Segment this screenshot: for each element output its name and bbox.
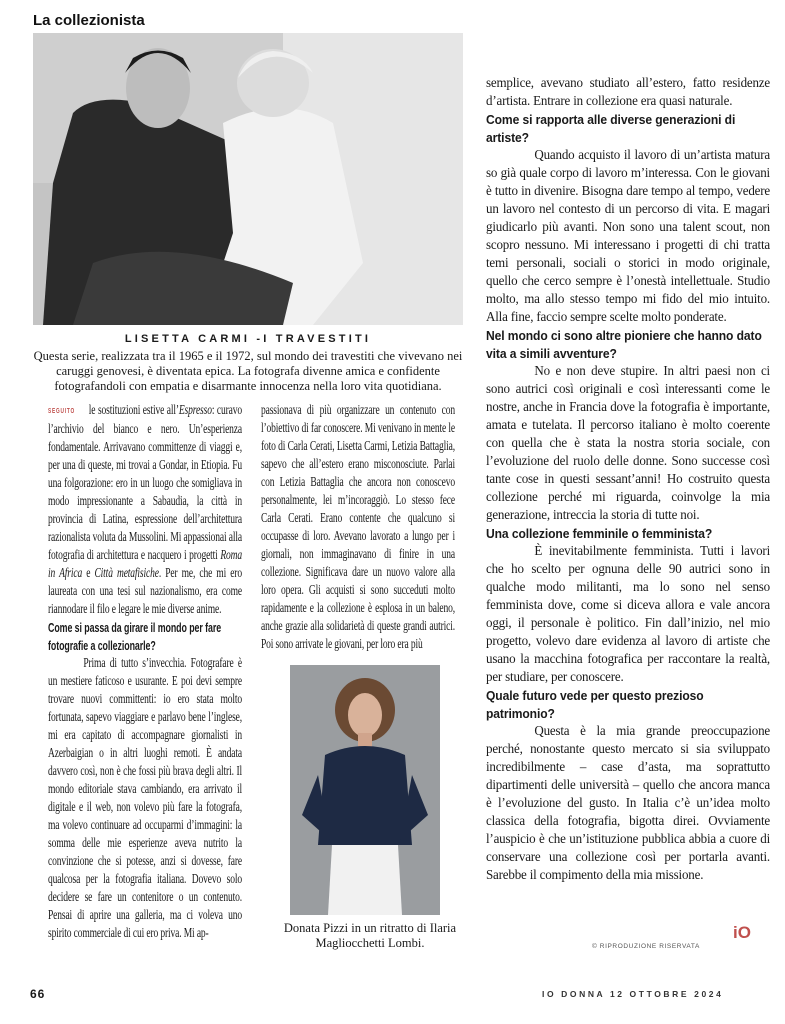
- copyright-notice: © RIPRODUZIONE RISERVATA: [592, 943, 700, 950]
- continued-label: SEGUITO: [48, 408, 76, 415]
- interview-answer: È inevitabilmente femminista. Tutti i lavori che ho scelto per ognuna delle 90 autrici sono in qualche modo militanti, ma lo sono nel senso femminista dove, come si diceva allora e vale ancora oggi, il personale è politico. Fin dall’inizio, nel mio progetto, volevo dare evidenza al lavoro di artiste che usano la macchina fotografica per raccontare la realtà, per studiare, per conoscere.: [486, 544, 770, 685]
- publication-name: Espresso: [178, 403, 212, 418]
- project-title: Città metafisiche: [94, 566, 159, 581]
- portrait-caption: Donata Pizzi in un ritratto di Ilaria Magliocchetti Lombi.: [283, 921, 457, 950]
- section-title: La collezionista: [33, 12, 145, 29]
- photo-caption: [30, 332, 466, 396]
- interview-question: Quale futuro vede per questo prezioso patrimonio?: [486, 688, 704, 721]
- photo-illustration: [33, 33, 463, 325]
- text-run: e: [82, 566, 95, 581]
- caption-text: Questa serie, realizzata tra il 1965 e il 1972, sul mondo dei travestiti che vivevano nei caruggi genovesi, è diventata epica. La fotografa divenne amica e confidente fotografandoli con empatia e disarmante innocenza nella loro vita quotidiana.: [33, 349, 463, 393]
- interview-answer: Prima di tutto s’invecchia. Fotografare è un mestiere faticoso e usurante. E poi devi sempre trovare nuovi committenti: io ero stata molto fortunata, sapevo viaggiare e parlavo bene l’inglese, mi era capitato di accompagnare giornalisti in Azerbaigian o in altri luoghi remoti. È andata davvero così, non è che fossi più brava degli altri. Il mondo editoriale stava cambiando, era arrivato il digitale e il web, non volevo più fare la fotografa, ma volevo continuare ad occuparmi d’immagini: la somma delle mie esperienze aveva nutrito la convinzione che si potesse, anzi si dovesse, fare qualcosa per la fotografia italiana. Dovevo solo decidere se fare un contenitore o un contenuto. Pensai di aprire una galleria, ma ci voleva uno spirito commerciale di cui ero priva. Mi ap-: [48, 656, 242, 941]
- text-run: : curavo l’archivio del bianco e nero. Un’esperienza fondamentale. Arrivavano committenze di viaggi e, per una di queste, mi trovai a Gondar, in Etiopia. Fu una folgorazione: ero in un luogo che somigliava in modo impressionante a Sabaudia, la città in provincia di Latina, espressione dell’architettura razionalista voluta da Mussolini. Mi appassionai alla fotografia di architettura e nacquero i progetti: [48, 403, 242, 563]
- lisetta-carmi-photo: [33, 33, 463, 325]
- article-column-2: [261, 402, 455, 656]
- interview-answer: Quando acquisto il lavoro di un’artista matura so già quale corpo di lavoro m’interessa. Con le giovani è tutto in divenire. Bisogna dare tempo al tempo, vedere un lavoro nel contesto di un percorso di vita. E magari giudicarlo più avanti. Non sono una talent scout, non scopro nessuno. Mi interessano i progetti di chi tratta temi personali, sociali o storici in modo originale, quello che cerco sempre è l’onestà intellettuale. Studio molto, ma allo stesso tempo mi fido del mio intuito. Alla fine, faccio sempre scelte molto ponderate.: [486, 148, 770, 325]
- donata-pizzi-portrait: [290, 665, 440, 915]
- portrait-illustration: [290, 665, 440, 915]
- article-column-1: [48, 402, 242, 958]
- text-run: . Per me, che mi ero laureata con una tesi sul nazionalismo, era come riannodare il filo e legare le mie diverse anime.: [48, 566, 242, 617]
- caption-title: LISETTA CARMI -I TRAVESTITI: [124, 333, 372, 345]
- text-run: le sostituzioni estive all’: [88, 403, 179, 418]
- interview-question: Nel mondo ci sono altre pioniere che hanno dato vita a simili avventure?: [486, 328, 762, 361]
- article-column-3: [486, 75, 770, 919]
- portrait-caption-box: [275, 921, 465, 953]
- page-number: 66: [30, 987, 46, 1001]
- issue-info: IO DONNA 12 OTTOBRE 2024: [542, 989, 724, 999]
- interview-question: Una collezione femminile o femminista?: [486, 526, 713, 541]
- interview-answer: No e non deve stupire. In altri paesi non ci sono autrici così originali e così interessanti come le nostre, anche in Francia dove la fotografia è importante, amata e tutelata. Il percorso italiano è molto coerente con quella che è stata la nostra storia sociale, con l’evoluzione del ruolo delle donne. Sono successe così tante cose in questi sessant’anni! Ho costruito questa collezione perché mi riguarda, coinvolge la mia generazione, intreccia la storia di tutte noi.: [486, 364, 770, 523]
- project-title: Roma in Africa: [48, 548, 242, 581]
- io-logo-icon: iO: [733, 923, 751, 942]
- interview-answer: passionava di più organizzare un contenuto con l’obiettivo di far conoscere. Mi venivano in mente le foto di Carla Cerati, Lisetta Carmi, Letizia Battaglia, sapevo che all’estero erano misconosciute. Parlai con Letizia Battaglia che ancora non conoscevo personalmente, lei m’incoraggiò. Lo stesso fece Carla Cerati. Erano contente che qualcuno si occupasse di loro. Avevano lavorato a lungo per i giornali, non immaginavano di finire in una collezione. Significava dare un nuovo valore alla loro opera. Gli acquisti si sono succeduti molto rapidamente e la collezione è esplosa in un baleno, anche grazie alla solidarietà di queste grandi autrici. Poi sono arrivate le giovani, per loro era più: [261, 403, 455, 652]
- interview-answer: Questa è la mia grande preoccupazione perché, nonostante questo mercato si sia sviluppato incredibilmente – case d’asta, ma soprattutto dipartimenti delle università – quello che ancora manca è l’evoluzione del gusto. In Italia c’è un’idea molto classica della fotografia, bigotta direi. Ovviamente l’auspicio è che un’istituzione pubblica abbia a cuore di conservare una collezione così per portarla avanti. Sarebbe il compimento della mia missione.: [486, 724, 770, 883]
- interview-answer: semplice, avevano studiato all’estero, fatto residenze d’artista. Entrare in collezione era quasi naturale.: [486, 76, 770, 109]
- interview-question: Come si passa da girare il mondo per fare fotografie a collezionarle?: [48, 620, 222, 653]
- interview-question: Come si rapporta alle diverse generazioni di artiste?: [486, 112, 736, 145]
